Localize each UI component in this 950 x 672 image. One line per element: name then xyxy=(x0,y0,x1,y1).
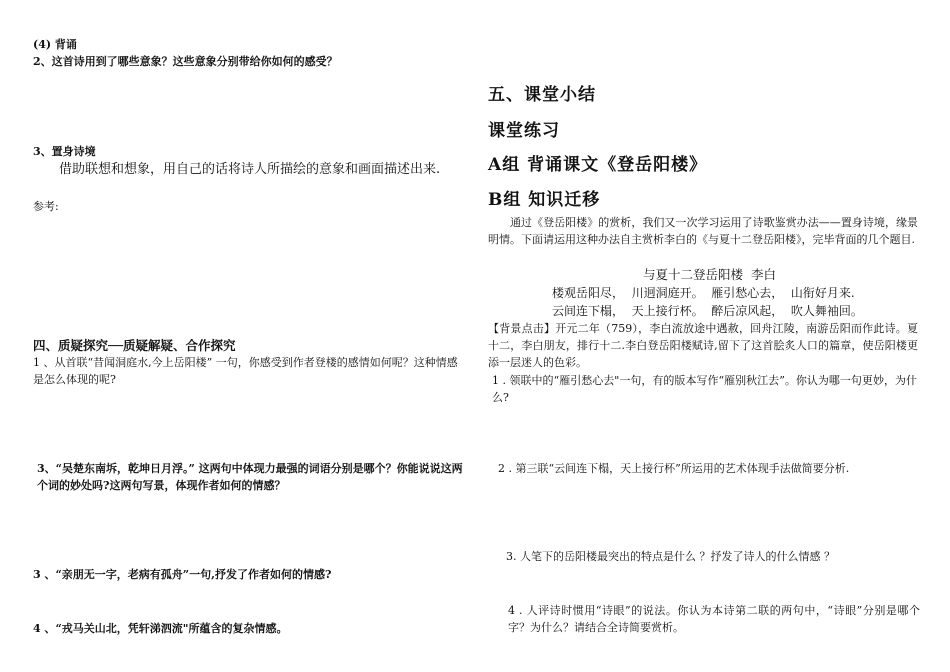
group-b-title: B组 知识迁移 xyxy=(488,190,601,210)
transfer-question-1: 1 . 领联中的“雁引愁心去"一句，有的版本写作“雁别秋江去”。你认为哪一句更妙，为什么? xyxy=(492,374,917,404)
section-5-title: 五、课堂小结 xyxy=(488,85,596,105)
question-3-body: 借助联想和想象，用自己的话将诗人所描绘的意象和画面描述出来. xyxy=(59,162,441,177)
poem-line-1: 楼观岳阳尽， 川迥洞庭开。 雁引愁心去， 山衔好月来. xyxy=(552,286,855,300)
group-a-title: A组 背诵课文《登岳阳楼》 xyxy=(488,155,708,175)
transfer-question-2: 2 . 第三联“云间连下榻，天上接行杯”所运用的艺术体现手法做简要分析. xyxy=(498,462,850,475)
practice-title: 课堂练习 xyxy=(488,121,560,141)
section-4-question-4: 4 、“戎马关山北，凭轩涕泗流"所蕴含的复杂情感。 xyxy=(33,622,288,635)
reference-label: 参考: xyxy=(33,200,59,213)
poem-line-2: 云间连下榻， 天上接行杯。 醉后凉风起， 吹人舞袖回。 xyxy=(552,304,863,318)
transfer-question-3: 3. 人笔下的岳阳楼最突出的特点是什么 ？抒发了诗人的什么情感 ？ xyxy=(506,550,835,563)
background-note: 【背景点击】开元二年（759），李白流放途中遇赦，回舟江陵，南游岳阳而作此诗。夏十二，李白朋友，排行十二.李白登岳阳楼赋诗,留下了这首脍炙人口的篇章，使岳阳楼更添一层迷人的色彩。 xyxy=(488,322,918,369)
intro-paragraph: 通过《登岳阳楼》的赏析，我们又一次学习运用了诗歌鉴赏办法——置身诗境，缘景明情。下面请运用这种办法自主赏析李白的《与夏十二登岳阳楼》，完毕背面的几个题目. xyxy=(488,216,918,246)
section-4-question-3b: 3 、“亲朋无一字，老病有孤舟”一句,抒发了作者如何的情感? xyxy=(33,568,332,581)
section-4-title: 四、质疑探究──质疑解疑、合作探究 xyxy=(33,338,236,353)
section-4-question-3a: 3、“吴楚东南坼，乾坤日月浮。” 这两句中体现力最强的词语分别是哪个？你能说说这两个词的妙处吗?这两句写景，体现作者如何的情感？ xyxy=(37,462,463,492)
question-3-title: 3、置身诗境 xyxy=(33,145,96,158)
question-2: 2、这首诗用到了哪些意象？这些意象分别带给你如何的感受？ xyxy=(33,55,338,68)
section-4-question-1: 1 、从首联“昔闻洞庭水,今上岳阳楼” 一句，你感受到作者登楼的感情如何呢？这种情感是怎么体现的呢? xyxy=(33,356,458,386)
transfer-question-4: 4 . 人评诗时惯用“诗眼”的说法。你认为本诗第二联的两句中，“诗眼”分别是哪个字？为什么？请结合全诗简要赏析。 xyxy=(508,604,920,634)
recite-item: (4) 背诵 xyxy=(33,38,77,51)
poem-title: 与夏十二登岳阳楼 李白 xyxy=(643,267,776,282)
